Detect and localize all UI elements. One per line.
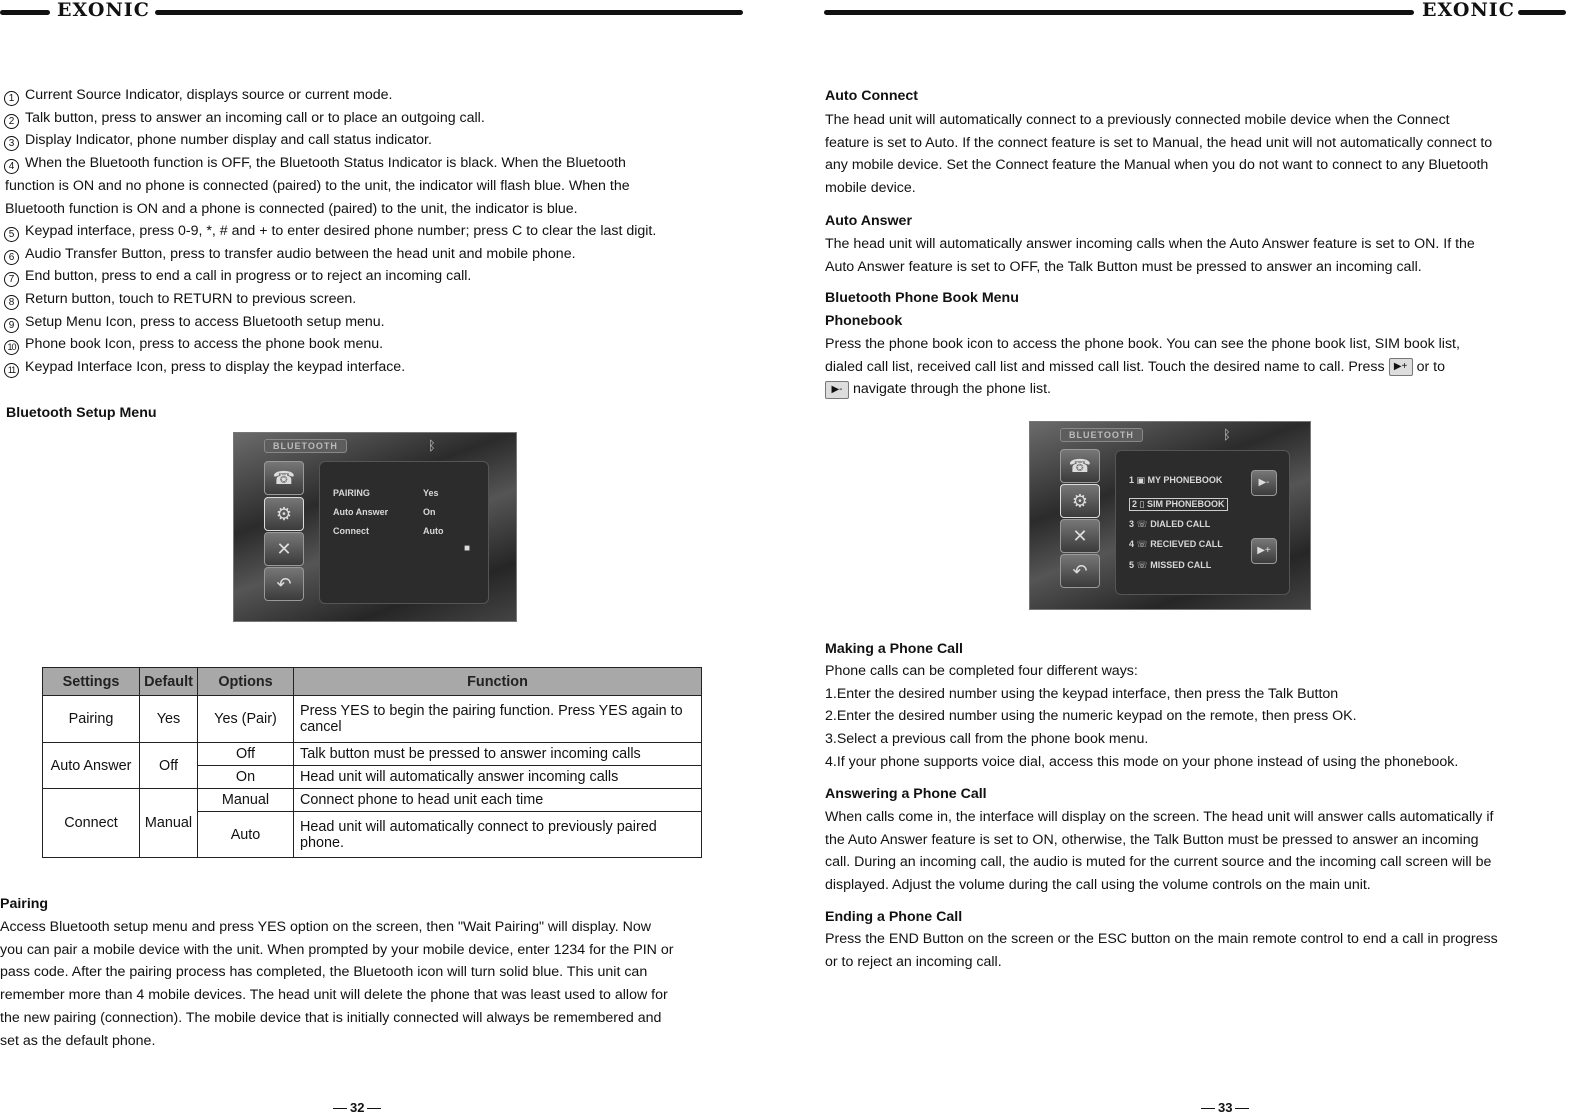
setting-label: Auto Answer [333, 507, 389, 517]
feature-item-continued: Bluetooth function is ON and a phone is connected (paired) to the unit, the indicator is blue. [5, 201, 578, 217]
table-header: Options [198, 668, 294, 696]
paragraph-line: pass code. After the pairing process has completed, the Bluetooth icon will turn solid blue. This unit can [0, 964, 648, 981]
next-page-icon: ▶+ [1389, 358, 1413, 376]
table-cell: Auto Answer [43, 743, 140, 789]
tools-icon: ✕ [264, 532, 304, 566]
answering-call-paragraph [825, 806, 1493, 897]
paragraph-line: Press the END Button on the screen or the ESC button on the main remote control to end a call in progress [825, 931, 1498, 947]
feature-item: 3 Display Indicator, phone number display and call status indicator. [4, 131, 432, 151]
table-row [43, 789, 702, 812]
phonebook-menu-heading: Bluetooth Phone Book Menu [825, 290, 1019, 306]
paragraph-line: Access Bluetooth setup menu and press YES option on the screen, then "Wait Pairing" will display. Now [0, 919, 651, 935]
ending-call-paragraph [825, 928, 1498, 973]
feature-item: 11 Keypad Interface Icon, press to display the keypad interface. [4, 358, 405, 378]
header-rule-left-a [0, 10, 50, 15]
phonebook-item: 2 ▯ SIM PHONEBOOK [1129, 498, 1228, 511]
auto-answer-paragraph [825, 233, 1475, 278]
bluetooth-setup-screenshot [233, 432, 517, 622]
paragraph-line: any mobile device. Set the Connect feature the Manual when you do not want to connect to any Bluetooth [825, 157, 1489, 174]
auto-connect-paragraph [825, 109, 1492, 200]
feature-item: 9 Setup Menu Icon, press to access Bluetooth setup menu. [4, 313, 385, 333]
answering-call-heading: Answering a Phone Call [825, 786, 987, 802]
prev-page-icon: ▶- [1251, 470, 1277, 496]
paragraph-line: the Auto Answer feature is set to ON, otherwise, the Talk Button must be pressed to answer an incoming [825, 831, 1479, 848]
setting-value: Auto [423, 526, 444, 536]
feature-item: 5 Keypad interface, press 0-9, *, # and + to enter desired phone number; press C to clear the last digit. [4, 222, 656, 242]
table-cell: Yes [140, 696, 198, 743]
paragraph-line: The head unit will automatically connect to a previously connected mobile device when the Connect [825, 112, 1450, 128]
phone-icon: ☎ [264, 461, 304, 495]
paragraph-line: displayed. Adjust the volume during the call using the volume controls on the main unit. [825, 877, 1371, 894]
table-header: Function [294, 668, 702, 696]
table-row [43, 743, 702, 766]
settings-table [42, 667, 702, 858]
lock-icon: ■ [464, 543, 471, 554]
table-cell: Off [140, 743, 198, 789]
table-cell: Off [198, 743, 294, 766]
table-cell: Connect phone to head unit each time [294, 789, 702, 812]
feature-item: 6 Audio Transfer Button, press to transfer audio between the head unit and mobile phone. [4, 245, 576, 265]
brand-logo-right: EXONIC [1422, 0, 1515, 21]
making-call-heading: Making a Phone Call [825, 641, 963, 657]
table-cell: Talk button must be pressed to answer incoming calls [294, 743, 702, 766]
paragraph-line: Phone calls can be completed four different ways: [825, 663, 1138, 679]
paragraph-line: mobile device. [825, 180, 916, 197]
page-number-left: 32 [330, 1100, 384, 1115]
phonebook-item: 3 ☏ DIALED CALL [1129, 519, 1211, 529]
screen-title: BLUETOOTH [1060, 428, 1143, 442]
phonebook-paragraph [825, 333, 1460, 401]
page-number-right: 33 [1198, 1100, 1252, 1115]
table-cell: Press YES to begin the pairing function. Press YES again to cancel [294, 696, 702, 743]
paragraph-line: When calls come in, the interface will display on the screen. The head unit will answer calls automatically if [825, 809, 1494, 825]
paragraph-line: ▶- navigate through the phone list. [825, 378, 1460, 401]
paragraph-line: The head unit will automatically answer incoming calls when the Auto Answer feature is set to ON. If the [825, 236, 1475, 252]
table-cell: Head unit will automatically connect to previously paired phone. [294, 812, 702, 858]
paragraph-line: Press the phone book icon to access the phone book. You can see the phone book list, SIM book list, [825, 336, 1460, 352]
table-cell: Yes (Pair) [198, 696, 294, 743]
bluetooth-icon: ᛒ [1223, 427, 1231, 442]
table-cell: Manual [198, 789, 294, 812]
paragraph-line: or to reject an incoming call. [825, 953, 1002, 970]
paragraph-line: 2.Enter the desired number using the numeric keypad on the remote, then press OK. [825, 708, 1357, 725]
paragraph-line: dialed call list, received call list and missed call list. Touch the desired name to call. Press ▶+ or to [825, 358, 1445, 375]
table-header: Settings [43, 668, 140, 696]
auto-answer-heading: Auto Answer [825, 213, 912, 229]
phonebook-item: 5 ☏ MISSED CALL [1129, 560, 1212, 570]
pairing-paragraph [0, 916, 673, 1052]
setup-menu-heading: Bluetooth Setup Menu [6, 405, 157, 421]
paragraph-line: set as the default phone. [0, 1032, 156, 1049]
next-page-icon: ▶+ [1251, 538, 1277, 564]
feature-item: 1 Current Source Indicator, displays source or current mode. [4, 86, 392, 106]
table-cell: Connect [43, 789, 140, 858]
table-header-row [43, 668, 702, 696]
feature-item: 4 When the Bluetooth function is OFF, the Bluetooth Status Indicator is black. When the Bluetooth [4, 154, 626, 174]
pairing-heading: Pairing [0, 896, 49, 912]
paragraph-line: the new pairing (connection). The mobile device that is initially connected will always be remembered and [0, 1009, 662, 1026]
table-row [43, 696, 702, 743]
feature-item: 2 Talk button, press to answer an incoming call or to place an outgoing call. [4, 109, 485, 129]
phonebook-subheading: Phonebook [825, 313, 903, 329]
phonebook-icon: ⚙ [1060, 484, 1100, 518]
paragraph-line: call. During an incoming call, the audio is muted for the current source and the incoming call screen will be [825, 854, 1492, 871]
table-cell: Manual [140, 789, 198, 858]
table-header: Default [140, 668, 198, 696]
auto-connect-heading: Auto Connect [825, 88, 918, 104]
setting-value: On [423, 507, 436, 517]
brand-logo-left: EXONIC [57, 0, 150, 21]
paragraph-line: remember more than 4 mobile devices. The head unit will delete the phone that was least used to allow for [0, 987, 668, 1004]
table-cell: Auto [198, 812, 294, 858]
phone-icon: ☎ [1060, 449, 1100, 483]
phonebook-item: 1 ▣ MY PHONEBOOK [1129, 475, 1223, 485]
making-call-paragraph [825, 660, 1458, 774]
return-icon: ↶ [264, 567, 304, 601]
paragraph-line: 4.If your phone supports voice dial, access this mode on your phone instead of using the phonebook. [825, 753, 1459, 770]
screen-title: BLUETOOTH [264, 439, 347, 453]
feature-item: 10 Phone book Icon, press to access the phone book menu. [4, 335, 383, 355]
phonebook-item: 4 ☏ RECIEVED CALL [1129, 539, 1223, 549]
feature-item-continued: function is ON and no phone is connected (paired) to the unit, the indicator will flash blue. When the [5, 178, 630, 194]
table-cell: Head unit will automatically answer incoming calls [294, 766, 702, 789]
table-cell: On [198, 766, 294, 789]
paragraph-line: you can pair a mobile device with the unit. When prompted by your mobile device, enter 1234 for the PIN or [0, 941, 674, 958]
paragraph-line: 3.Select a previous call from the phone book menu. [825, 731, 1149, 748]
setup-icon: ⚙ [264, 497, 304, 531]
paragraph-line: 1.Enter the desired number using the keypad interface, then press the Talk Button [825, 685, 1339, 702]
feature-item: 7 End button, press to end a call in progress or to reject an incoming call. [4, 267, 471, 287]
prev-page-icon: ▶- [825, 381, 849, 399]
return-icon: ↶ [1060, 554, 1100, 588]
header-rule-right-b [1518, 10, 1566, 15]
bluetooth-icon: ᛒ [428, 438, 436, 453]
table-cell: Pairing [43, 696, 140, 743]
setting-label: PAIRING [333, 488, 370, 498]
header-rule-left-b [155, 10, 743, 15]
ending-call-heading: Ending a Phone Call [825, 909, 963, 925]
setting-value: Yes [423, 488, 439, 498]
paragraph-line: feature is set to Auto. If the connect feature is set to Manual, the head unit will not automatically connect to [825, 134, 1493, 151]
phonebook-screenshot [1029, 421, 1311, 610]
tools-icon: ✕ [1060, 519, 1100, 553]
feature-item: 8 Return button, touch to RETURN to previous screen. [4, 290, 356, 310]
paragraph-line: Auto Answer feature is set to OFF, the Talk Button must be pressed to answer an incoming call. [825, 258, 1422, 275]
header-rule-right-a [824, 10, 1414, 15]
setting-label: Connect [333, 526, 369, 536]
